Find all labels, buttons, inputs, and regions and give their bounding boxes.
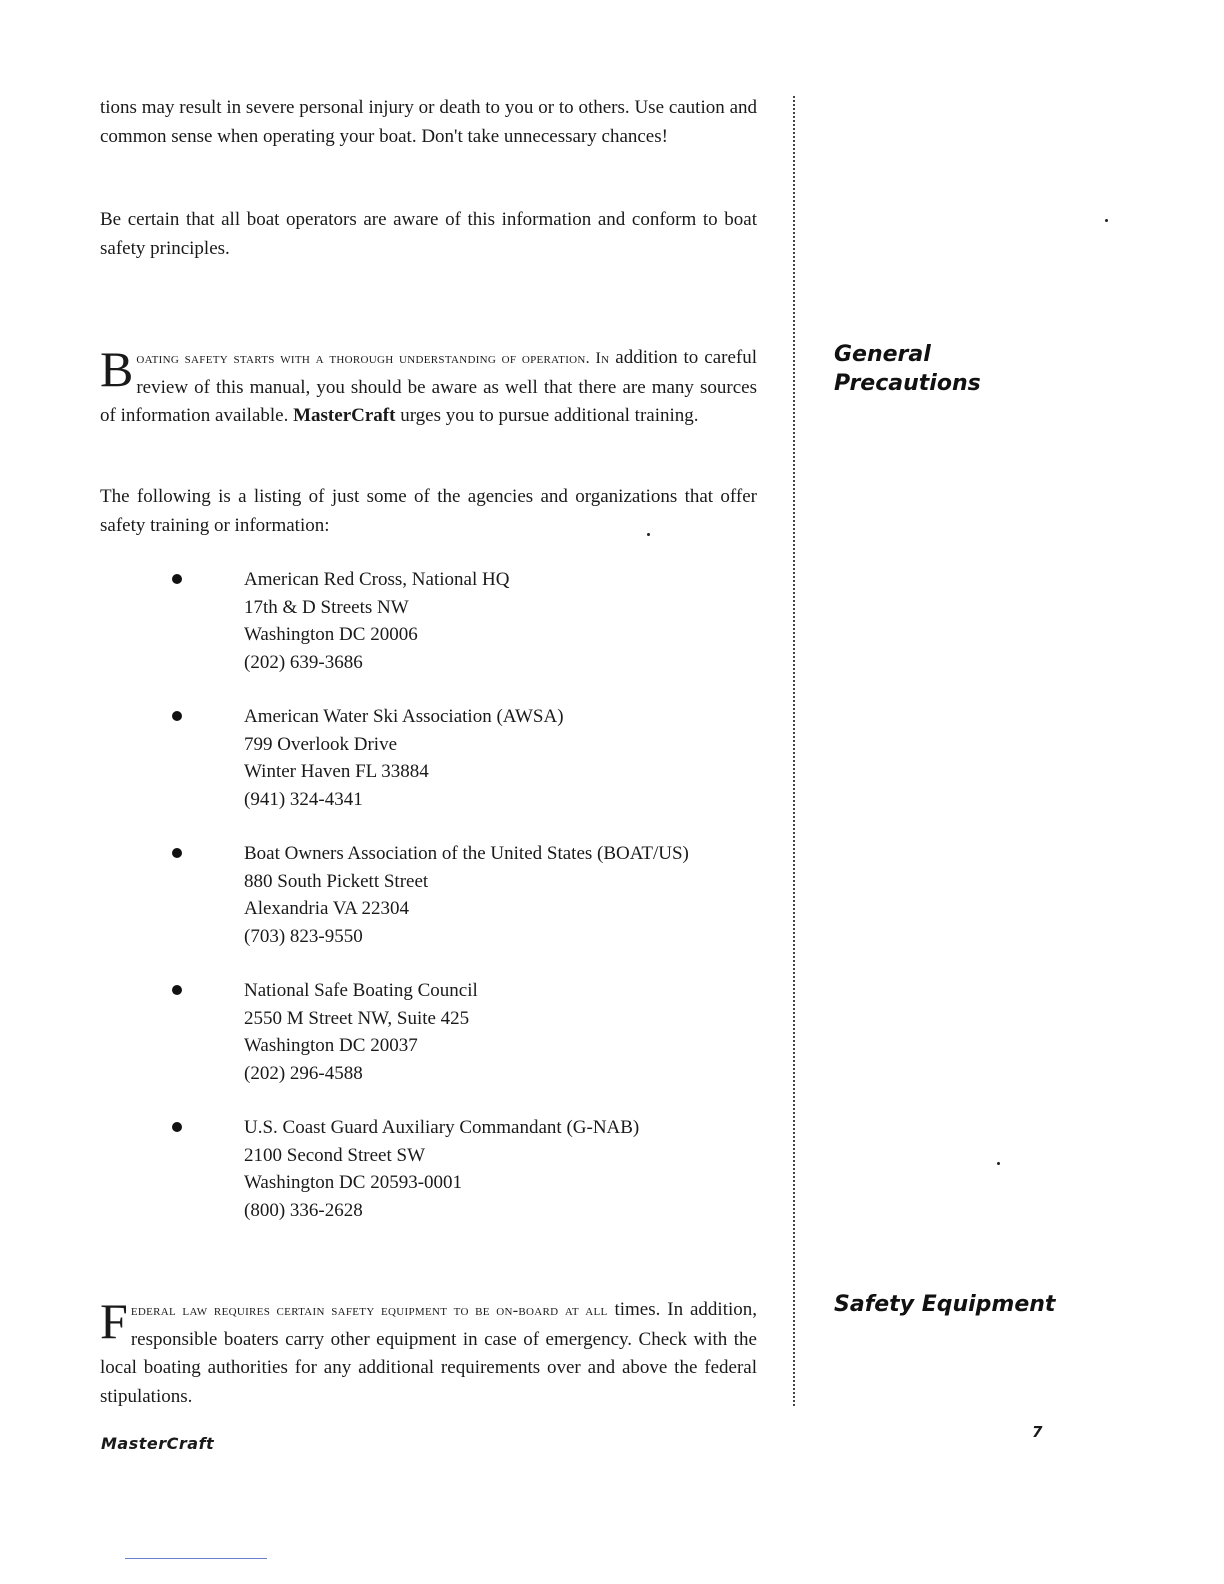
intro-paragraph-2: Be certain that all boat operators are aware of this information and conform to boat safety principles.	[100, 209, 757, 259]
body-text-continued: urges you to pursue additional training.	[400, 405, 699, 426]
list-item	[172, 703, 772, 840]
bullet-icon	[172, 848, 182, 858]
agency-name: American Red Cross, National HQ	[244, 569, 510, 590]
bullet-icon	[172, 574, 182, 584]
body-text: addition to careful review of this manual, you should be aware as well that there are many sources of information available.	[100, 347, 758, 426]
drop-cap: F	[100, 1293, 128, 1349]
general-precautions-paragraph	[100, 341, 758, 431]
section-heading-safety-equipment: Safety Equipment	[834, 1292, 1056, 1317]
list-item	[172, 566, 772, 703]
bullet-icon	[172, 711, 182, 721]
scan-speck	[997, 1162, 1000, 1165]
agency-street: 2100 Second Street SW	[244, 1144, 426, 1166]
agency-name: National Safe Boating Council	[244, 980, 478, 1001]
agency-name: Boat Owners Association of the United States (BOAT/US)	[244, 843, 689, 864]
agency-city: Washington DC 20006	[244, 624, 418, 645]
agency-city: Washington DC 20593-0001	[244, 1172, 463, 1193]
agency-phone: (800) 336-2628	[244, 1199, 363, 1221]
agency-phone: (703) 823-9550	[244, 925, 363, 947]
agency-name: U.S. Coast Guard Auxiliary Commandant (G-NAB)	[244, 1117, 640, 1138]
list-item	[172, 840, 772, 977]
scan-speck	[1105, 219, 1108, 222]
safety-equipment-paragraph	[100, 1293, 757, 1411]
listing-intro: The following is a listing of just some of the agencies and organizations that offer safety training or information:	[100, 486, 757, 536]
agency-street: 2550 M Street NW, Suite 425	[244, 1007, 470, 1029]
bullet-icon	[172, 985, 182, 995]
footer-brand: MasterCraft	[101, 1434, 215, 1453]
intro-paragraph-1: tions may result in severe personal injury or death to you or to others. Use caution and common sense when operating your boat. Don't take unnecessary chances!	[100, 97, 757, 147]
agency-phone: (202) 296-4588	[244, 1062, 363, 1084]
agency-list	[172, 566, 772, 1251]
agency-city: Winter Haven FL 33884	[244, 761, 429, 782]
lead-in-smallcaps: oating safety starts with a thorough understanding of operation. In	[136, 350, 610, 367]
agency-street: 17th & D Streets NW	[244, 596, 409, 618]
heading-line: Precautions	[834, 371, 981, 396]
agency-phone: (202) 639-3686	[244, 651, 363, 673]
heading-line: General	[834, 342, 931, 367]
list-item	[172, 1114, 772, 1251]
agency-name: American Water Ski Association (AWSA)	[244, 706, 564, 727]
agency-city: Alexandria VA 22304	[244, 898, 410, 919]
agency-street: 880 South Pickett Street	[244, 870, 429, 892]
bullet-icon	[172, 1122, 182, 1132]
page-number: 7	[1032, 1423, 1043, 1441]
agency-city: Washington DC 20037	[244, 1035, 418, 1056]
section-heading-general-precautions	[834, 340, 981, 398]
list-item	[172, 977, 772, 1114]
scan-speck	[647, 533, 650, 536]
agency-phone: (941) 324-4341	[244, 788, 363, 810]
drop-cap: B	[100, 341, 134, 397]
lead-in-smallcaps: ederal law requires certain safety equipment to be on-board at all	[130, 1302, 608, 1319]
column-divider	[793, 96, 795, 1406]
brand-name-inline: MasterCraft	[293, 405, 396, 426]
agency-street: 799 Overlook Drive	[244, 733, 398, 755]
scan-edge-line	[125, 1558, 267, 1559]
body-text: times. In addition, responsible boaters carry other equipment in case of emergency. Check with the local boating authorities for any additional requirements over and above the federal stipulations.	[100, 1299, 757, 1407]
